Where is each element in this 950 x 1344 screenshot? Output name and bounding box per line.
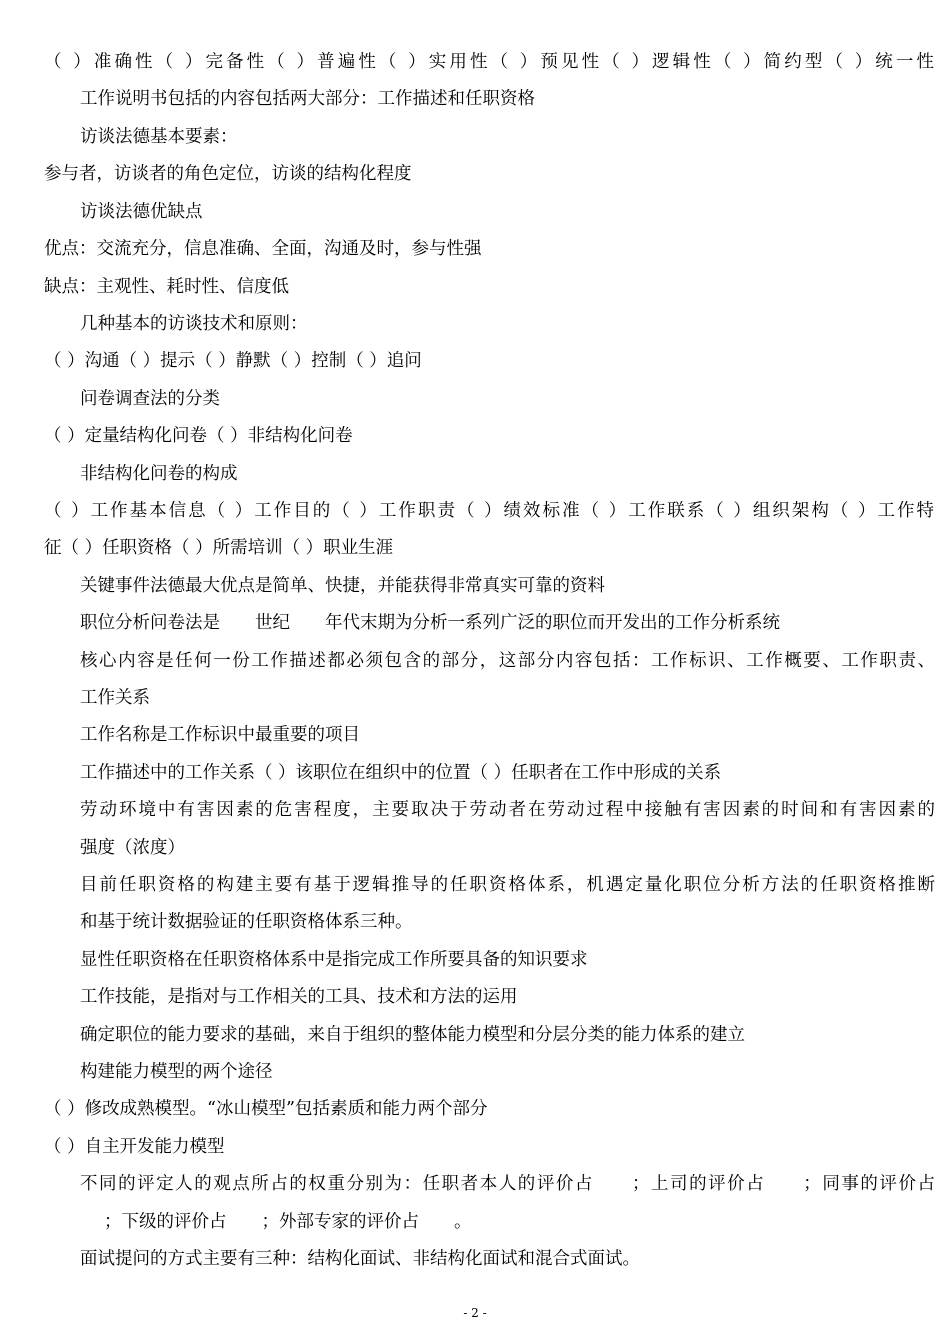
text-line: 问卷调查法的分类 [80,389,220,409]
text-line: 工作名称是工作标识中最重要的项目 [80,725,360,745]
text-line: 访谈法德优缺点 [80,202,203,222]
text-line: 关键事件法德最大优点是简单、快捷，并能获得非常真实可靠的资料 [80,576,605,596]
text-line: （ ）工作基本信息（ ）工作目的（ ）工作职责（ ）绩效标准（ ）工作联系（ ）组织架构（ ）工作特 [44,501,934,521]
text-line: 目前任职资格的构建主要有基于逻辑推导的任职资格体系，机遇定量化职位分析方法的任职资格推断 [80,875,935,895]
text-line: 工作技能，是指对与工作相关的工具、技术和方法的运用 [80,987,518,1007]
text-line: 工作说明书包括的内容包括两大部分：工作描述和任职资格 [80,89,535,109]
text-line: （ ）定量结构化问卷（ ）非结构化问卷 [44,426,353,446]
text-line: 职位分析问卷法是 世纪 年代末期为分析一系列广泛的职位而开发出的工作分析系统 [80,613,780,633]
text-line: ；下级的评价占 ；外部专家的评价占 。 [104,1212,472,1232]
text-line: （ ）修改成熟模型。“冰山模型”包括素质和能力两个部分 [44,1099,488,1119]
text-line: 面试提问的方式主要有三种：结构化面试、非结构化面试和混合式面试。 [80,1249,640,1269]
text-line: 优点：交流充分，信息准确、全面，沟通及时，参与性强 [44,239,482,259]
text-line: （ ）沟通（ ）提示（ ）静默（ ）控制（ ）追问 [44,351,422,371]
text-line: 工作关系 [80,688,150,708]
text-line: 工作描述中的工作关系（ ）该职位在组织中的位置（ ）任职者在工作中形成的关系 [80,763,722,783]
text-line: 劳动环境中有害因素的危害程度，主要取决于劳动者在劳动过程中接触有害因素的时间和有害因素的 [80,800,935,820]
text-line: 显性任职资格在任职资格体系中是指完成工作所要具备的知识要求 [80,950,588,970]
text-line: 访谈法德基本要素： [80,127,238,147]
text-line: 核心内容是任何一份工作描述都必须包含的部分，这部分内容包括：工作标识、工作概要、工作职责、 [80,651,935,671]
text-line: 强度（浓度） [80,838,185,858]
text-line: 征（ ）任职资格（ ）所需培训（ ）职业生涯 [44,538,394,558]
text-line: 和基于统计数据验证的任职资格体系三种。 [80,912,413,932]
text-line: 不同的评定人的观点所占的权重分别为：任职者本人的评价占 ；上司的评价占 ；同事的评价占 [80,1174,935,1194]
text-line: 几种基本的访谈技术和原则： [80,314,308,334]
text-line: （ ）自主开发能力模型 [44,1137,225,1157]
text-line: 缺点：主观性、耗时性、信度低 [44,277,289,297]
page-number: - 2 - [463,1306,487,1320]
text-line: 确定职位的能力要求的基础，来自于组织的整体能力模型和分层分类的能力体系的建立 [80,1025,745,1045]
text-line: 参与者，访谈者的角色定位，访谈的结构化程度 [44,164,412,184]
text-line: 非结构化问卷的构成 [80,464,238,484]
text-line: 构建能力模型的两个途径 [80,1062,273,1082]
text-line: （ ）准确性（ ）完备性（ ）普遍性（ ）实用性（ ）预见性（ ）逻辑性（ ）简约型（ ）统一性 [44,52,934,72]
